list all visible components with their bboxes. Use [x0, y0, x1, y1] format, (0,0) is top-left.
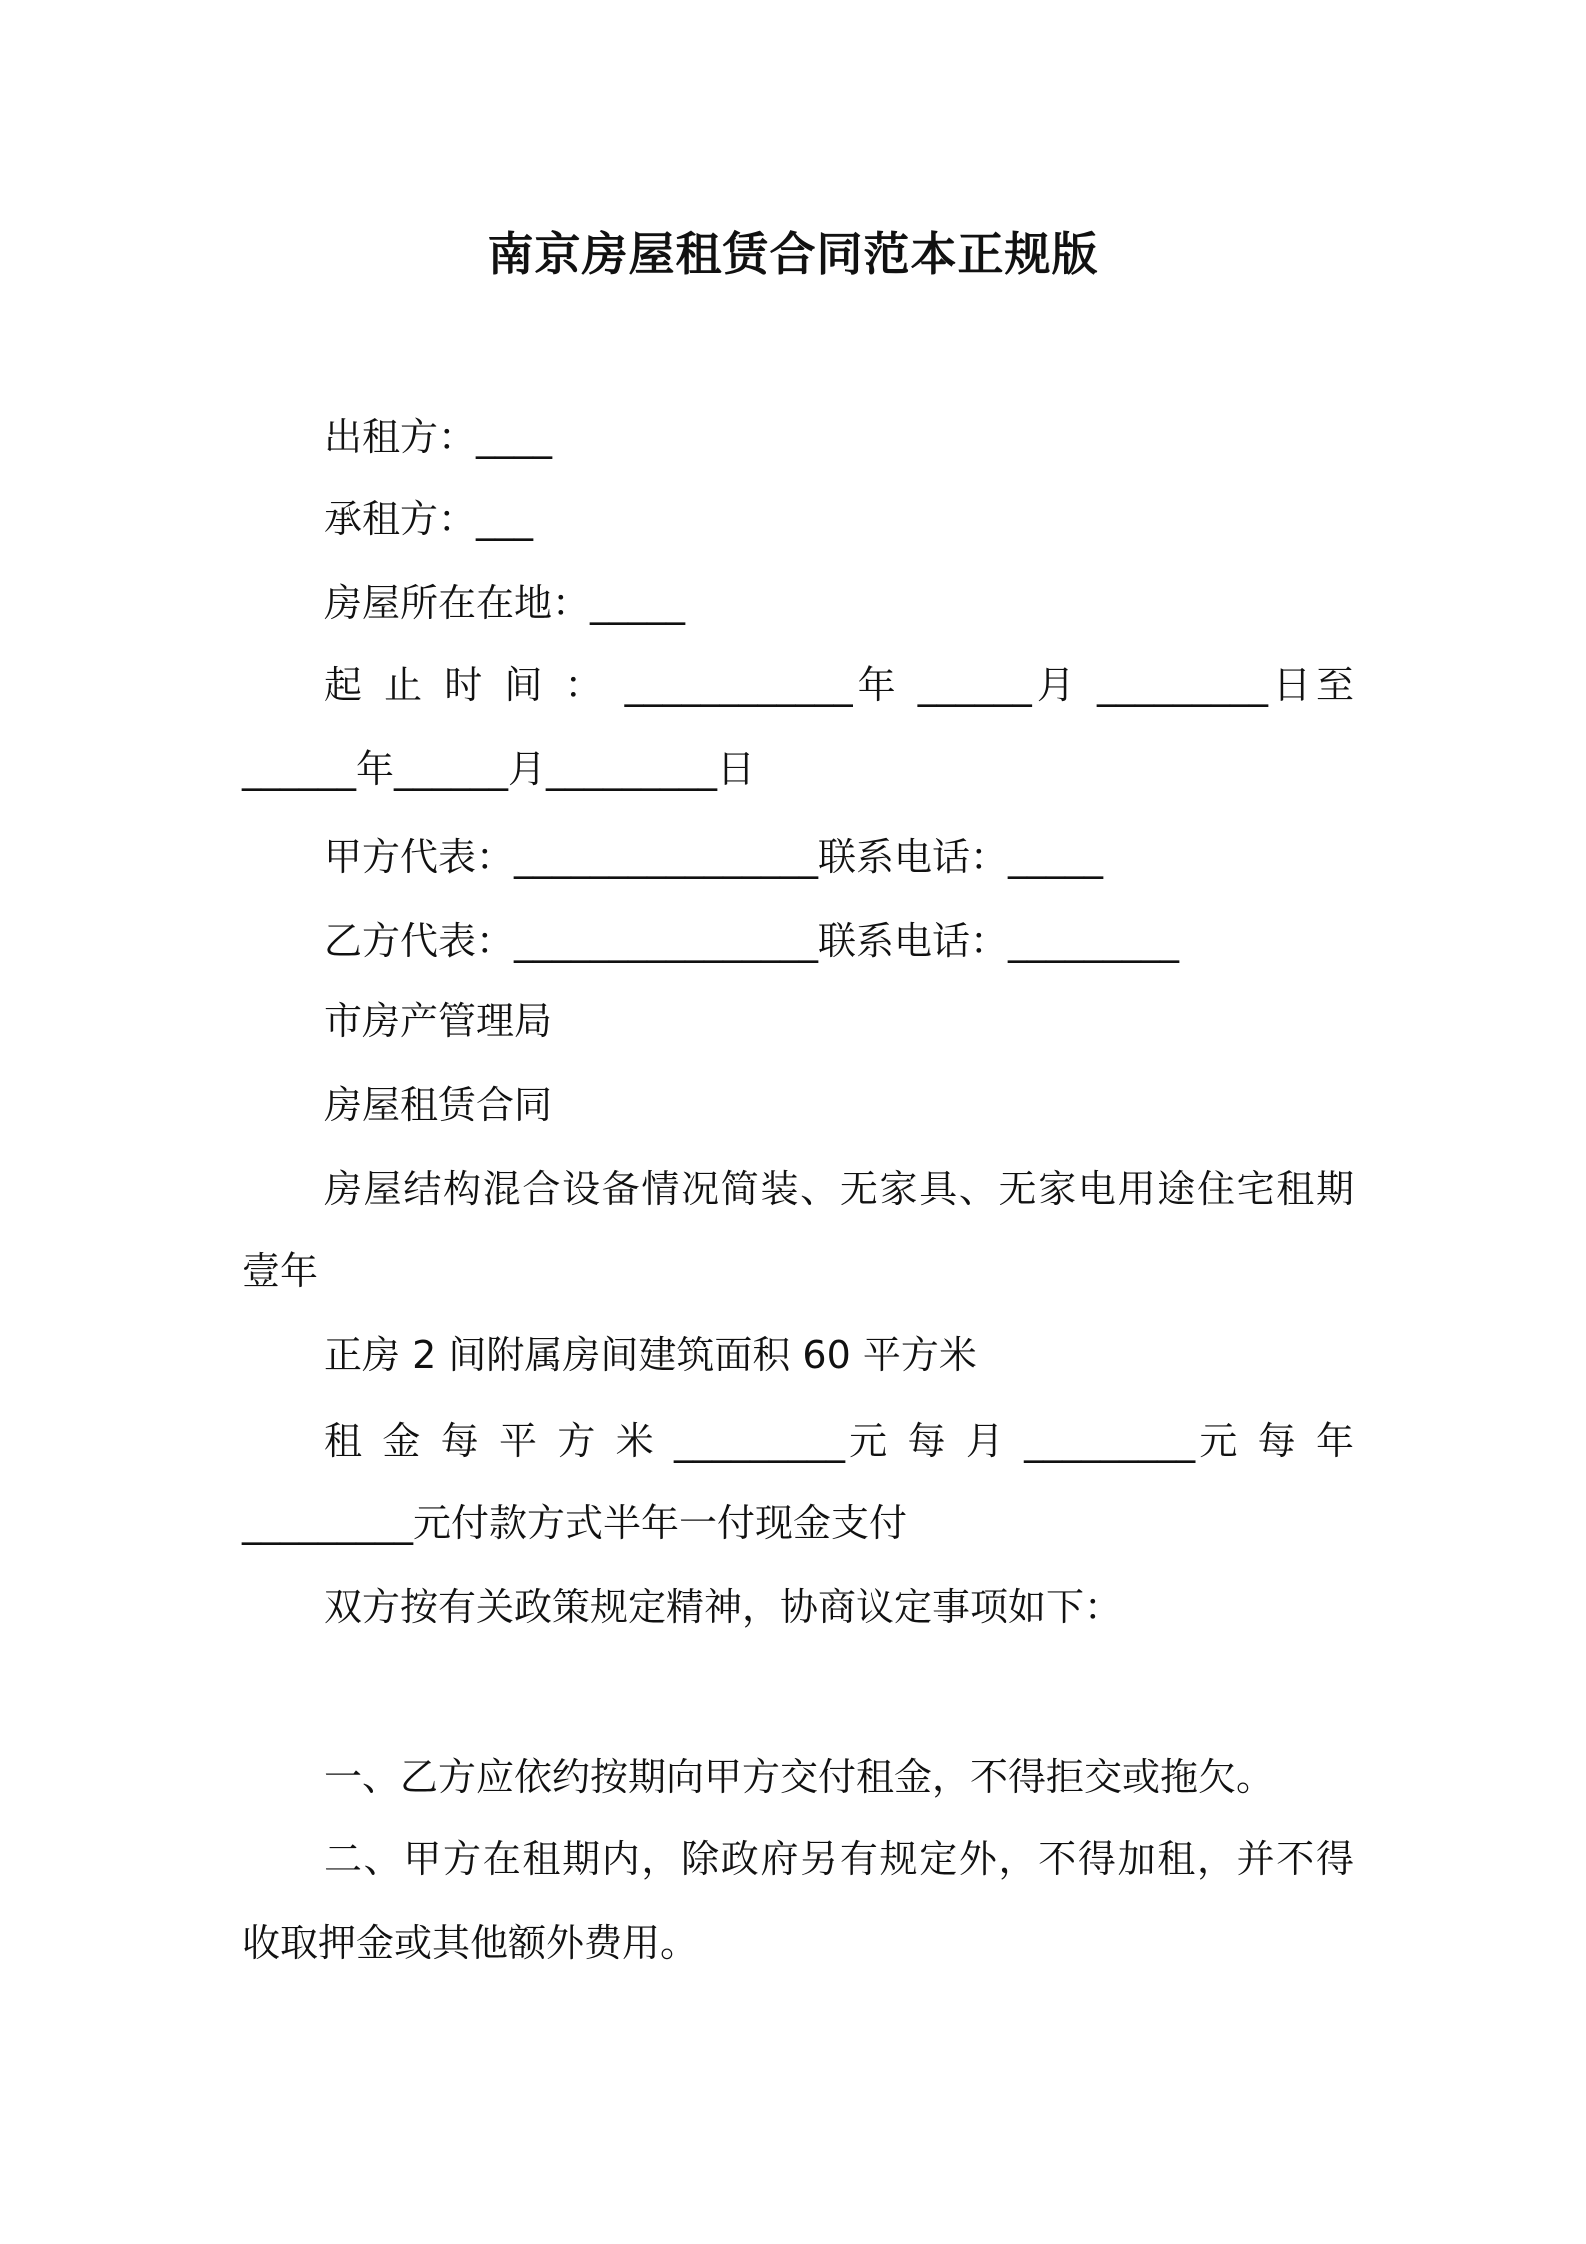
party-a-representative-line: 甲方代表：________________联系电话：_____ [324, 835, 1104, 879]
payment-method-line: _________元付款方式半年一付现金支付 [242, 1501, 908, 1545]
lease-period-end-line: ______年______月_________日 [242, 747, 756, 791]
room-area-line: 正房 2 间附属房间建筑面积 60 平方米 [324, 1333, 977, 1377]
property-location-line: 房屋所在在地：_____ [324, 581, 686, 625]
housing-bureau-line: 市房产管理局 [324, 999, 553, 1043]
lease-period-line: 起 止 时 间 ： ____________年 ______月 _________日至 [324, 663, 1354, 707]
rent-line: 租 金 每 平 方 米 _________元 每 月 _________元 每 年 [324, 1419, 1354, 1463]
party-b-representative-line: 乙方代表：________________联系电话：_________ [324, 919, 1180, 963]
document-title: 南京房屋租赁合同范本正规版 [487, 227, 1099, 281]
clause-two-line: 二、甲方在租期内，除政府另有规定外，不得加租，并不得 [324, 1837, 1354, 1881]
lease-term-line: 壹年 [242, 1249, 319, 1293]
clause-one-line: 一、乙方应依约按期向甲方交付租金，不得拒交或拖欠。 [324, 1755, 1275, 1799]
lessee-line: 承租方：___ [324, 497, 534, 541]
property-structure-line: 房屋结构混合设备情况简装、无家具、无家电用途住宅租期 [324, 1167, 1354, 1211]
agreement-intro-line: 双方按有关政策规定精神，协商议定事项如下： [324, 1585, 1123, 1629]
contract-heading-line: 房屋租赁合同 [324, 1083, 553, 1127]
clause-two-continuation-line: 收取押金或其他额外费用。 [242, 1921, 699, 1965]
lessor-line: 出租方：____ [324, 415, 553, 459]
